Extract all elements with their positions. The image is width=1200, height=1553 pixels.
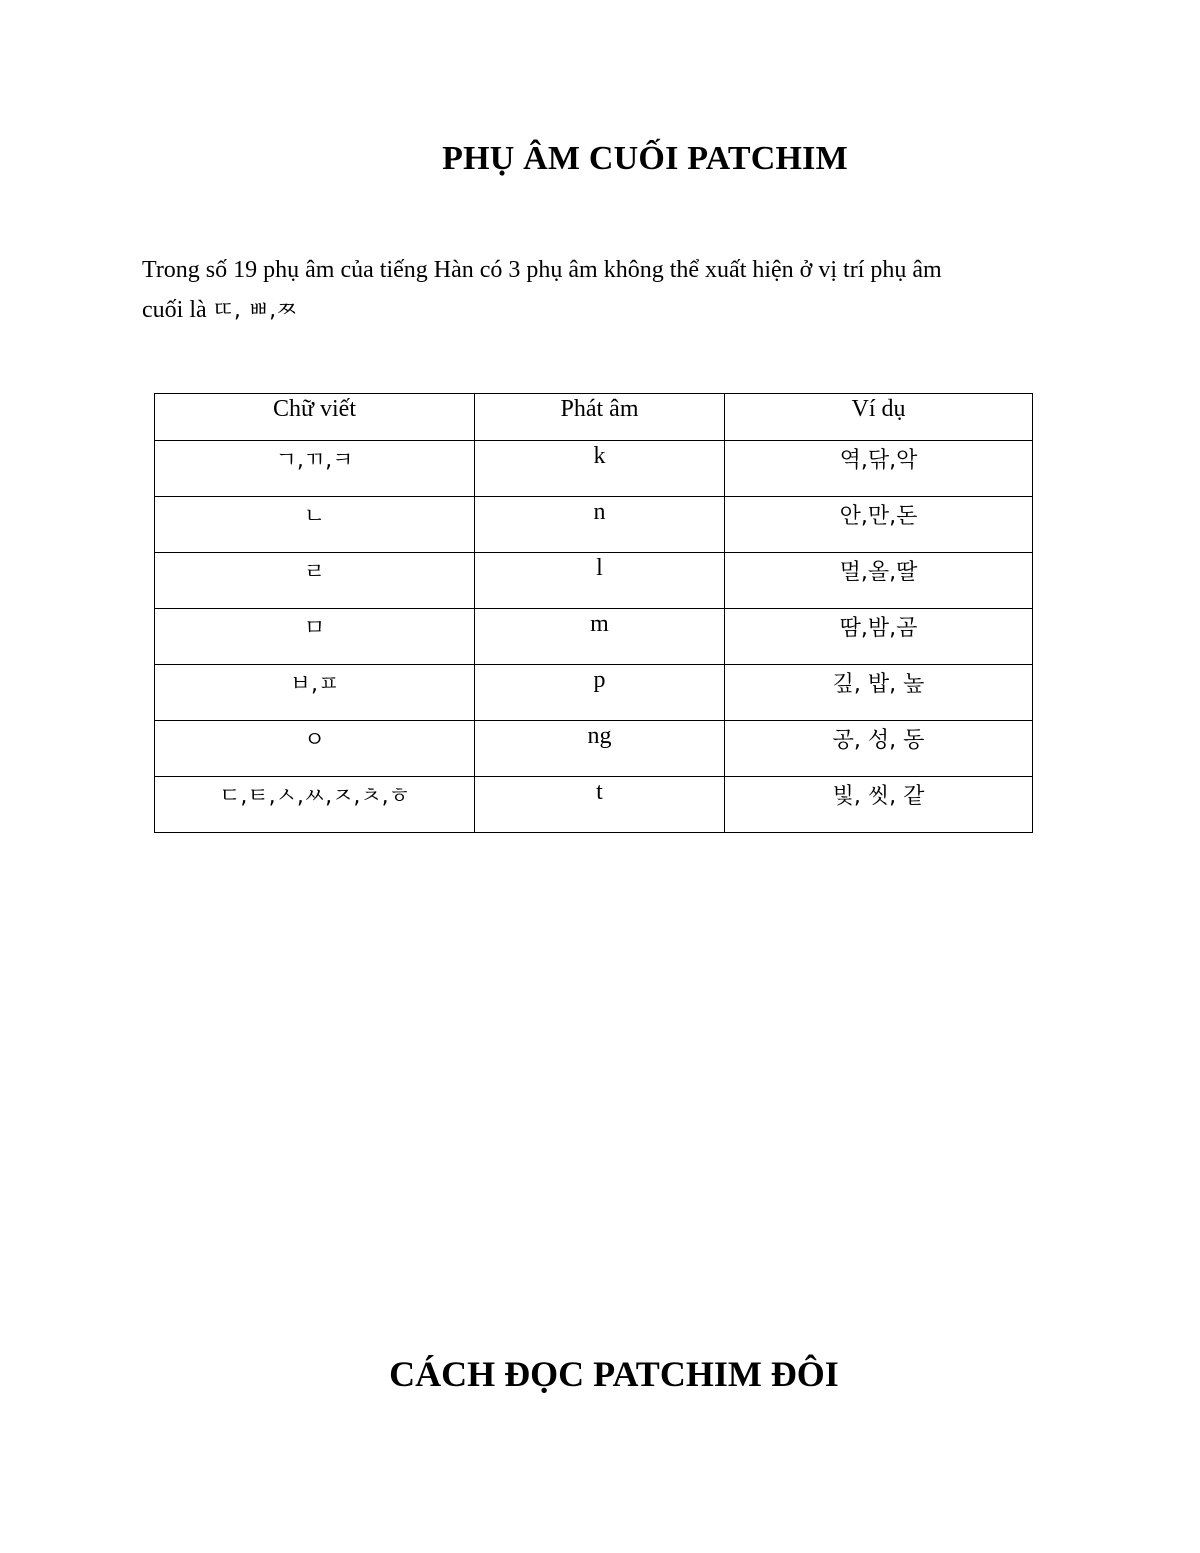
excluded-consonants: ㄸ, ㅃ,ㅉ	[212, 298, 298, 323]
table-row	[155, 721, 1033, 777]
table-row	[155, 553, 1033, 609]
cell-example: 멀,올,딸	[725, 553, 1033, 609]
table-row	[155, 665, 1033, 721]
header-example: Ví dụ	[725, 394, 1033, 441]
cell-sound: n	[475, 497, 725, 553]
patchim-table	[154, 393, 1033, 833]
cell-sound: l	[475, 553, 725, 609]
cell-sound: p	[475, 665, 725, 721]
cell-example: 역,닦,악	[725, 441, 1033, 497]
table-row	[155, 497, 1033, 553]
intro-line-1: Trong số 19 phụ âm của tiếng Hàn có 3 phụ âm không thể xuất hiện ở vị trí phụ âm	[142, 257, 942, 283]
table-row	[155, 777, 1033, 833]
cell-example: 깊, 밥, 높	[725, 665, 1033, 721]
cell-letters: ㄷ,ㅌ,ㅅ,ㅆ,ㅈ,ㅊ,ㅎ	[155, 777, 475, 833]
cell-sound: k	[475, 441, 725, 497]
intro-line-2	[142, 290, 1082, 331]
cell-letters: ㄹ	[155, 553, 475, 609]
cell-sound: t	[475, 777, 725, 833]
page-title: PHỤ ÂM CUỐI PATCHIM	[442, 140, 848, 177]
header-sound: Phát âm	[475, 394, 725, 441]
cell-letters: ㅇ	[155, 721, 475, 777]
cell-letters: ㅁ	[155, 609, 475, 665]
cell-example: 빛, 씻, 같	[725, 777, 1033, 833]
cell-sound: m	[475, 609, 725, 665]
cell-example: 공, 성, 동	[725, 721, 1033, 777]
cell-example: 안,만,돈	[725, 497, 1033, 553]
cell-letters: ㄱ,ㄲ,ㅋ	[155, 441, 475, 497]
cell-example: 땀,밤,곰	[725, 609, 1033, 665]
cell-letters: ㄴ	[155, 497, 475, 553]
table-row	[155, 441, 1033, 497]
intro-line-2-prefix: cuối là	[142, 297, 213, 323]
intro-paragraph	[142, 250, 1082, 331]
table-row	[155, 609, 1033, 665]
section-heading: CÁCH ĐỌC PATCHIM ĐÔI	[389, 1354, 839, 1394]
table-header-row	[155, 394, 1033, 441]
cell-sound: ng	[475, 721, 725, 777]
cell-letters: ㅂ,ㅍ	[155, 665, 475, 721]
header-letters: Chữ viết	[155, 394, 475, 441]
